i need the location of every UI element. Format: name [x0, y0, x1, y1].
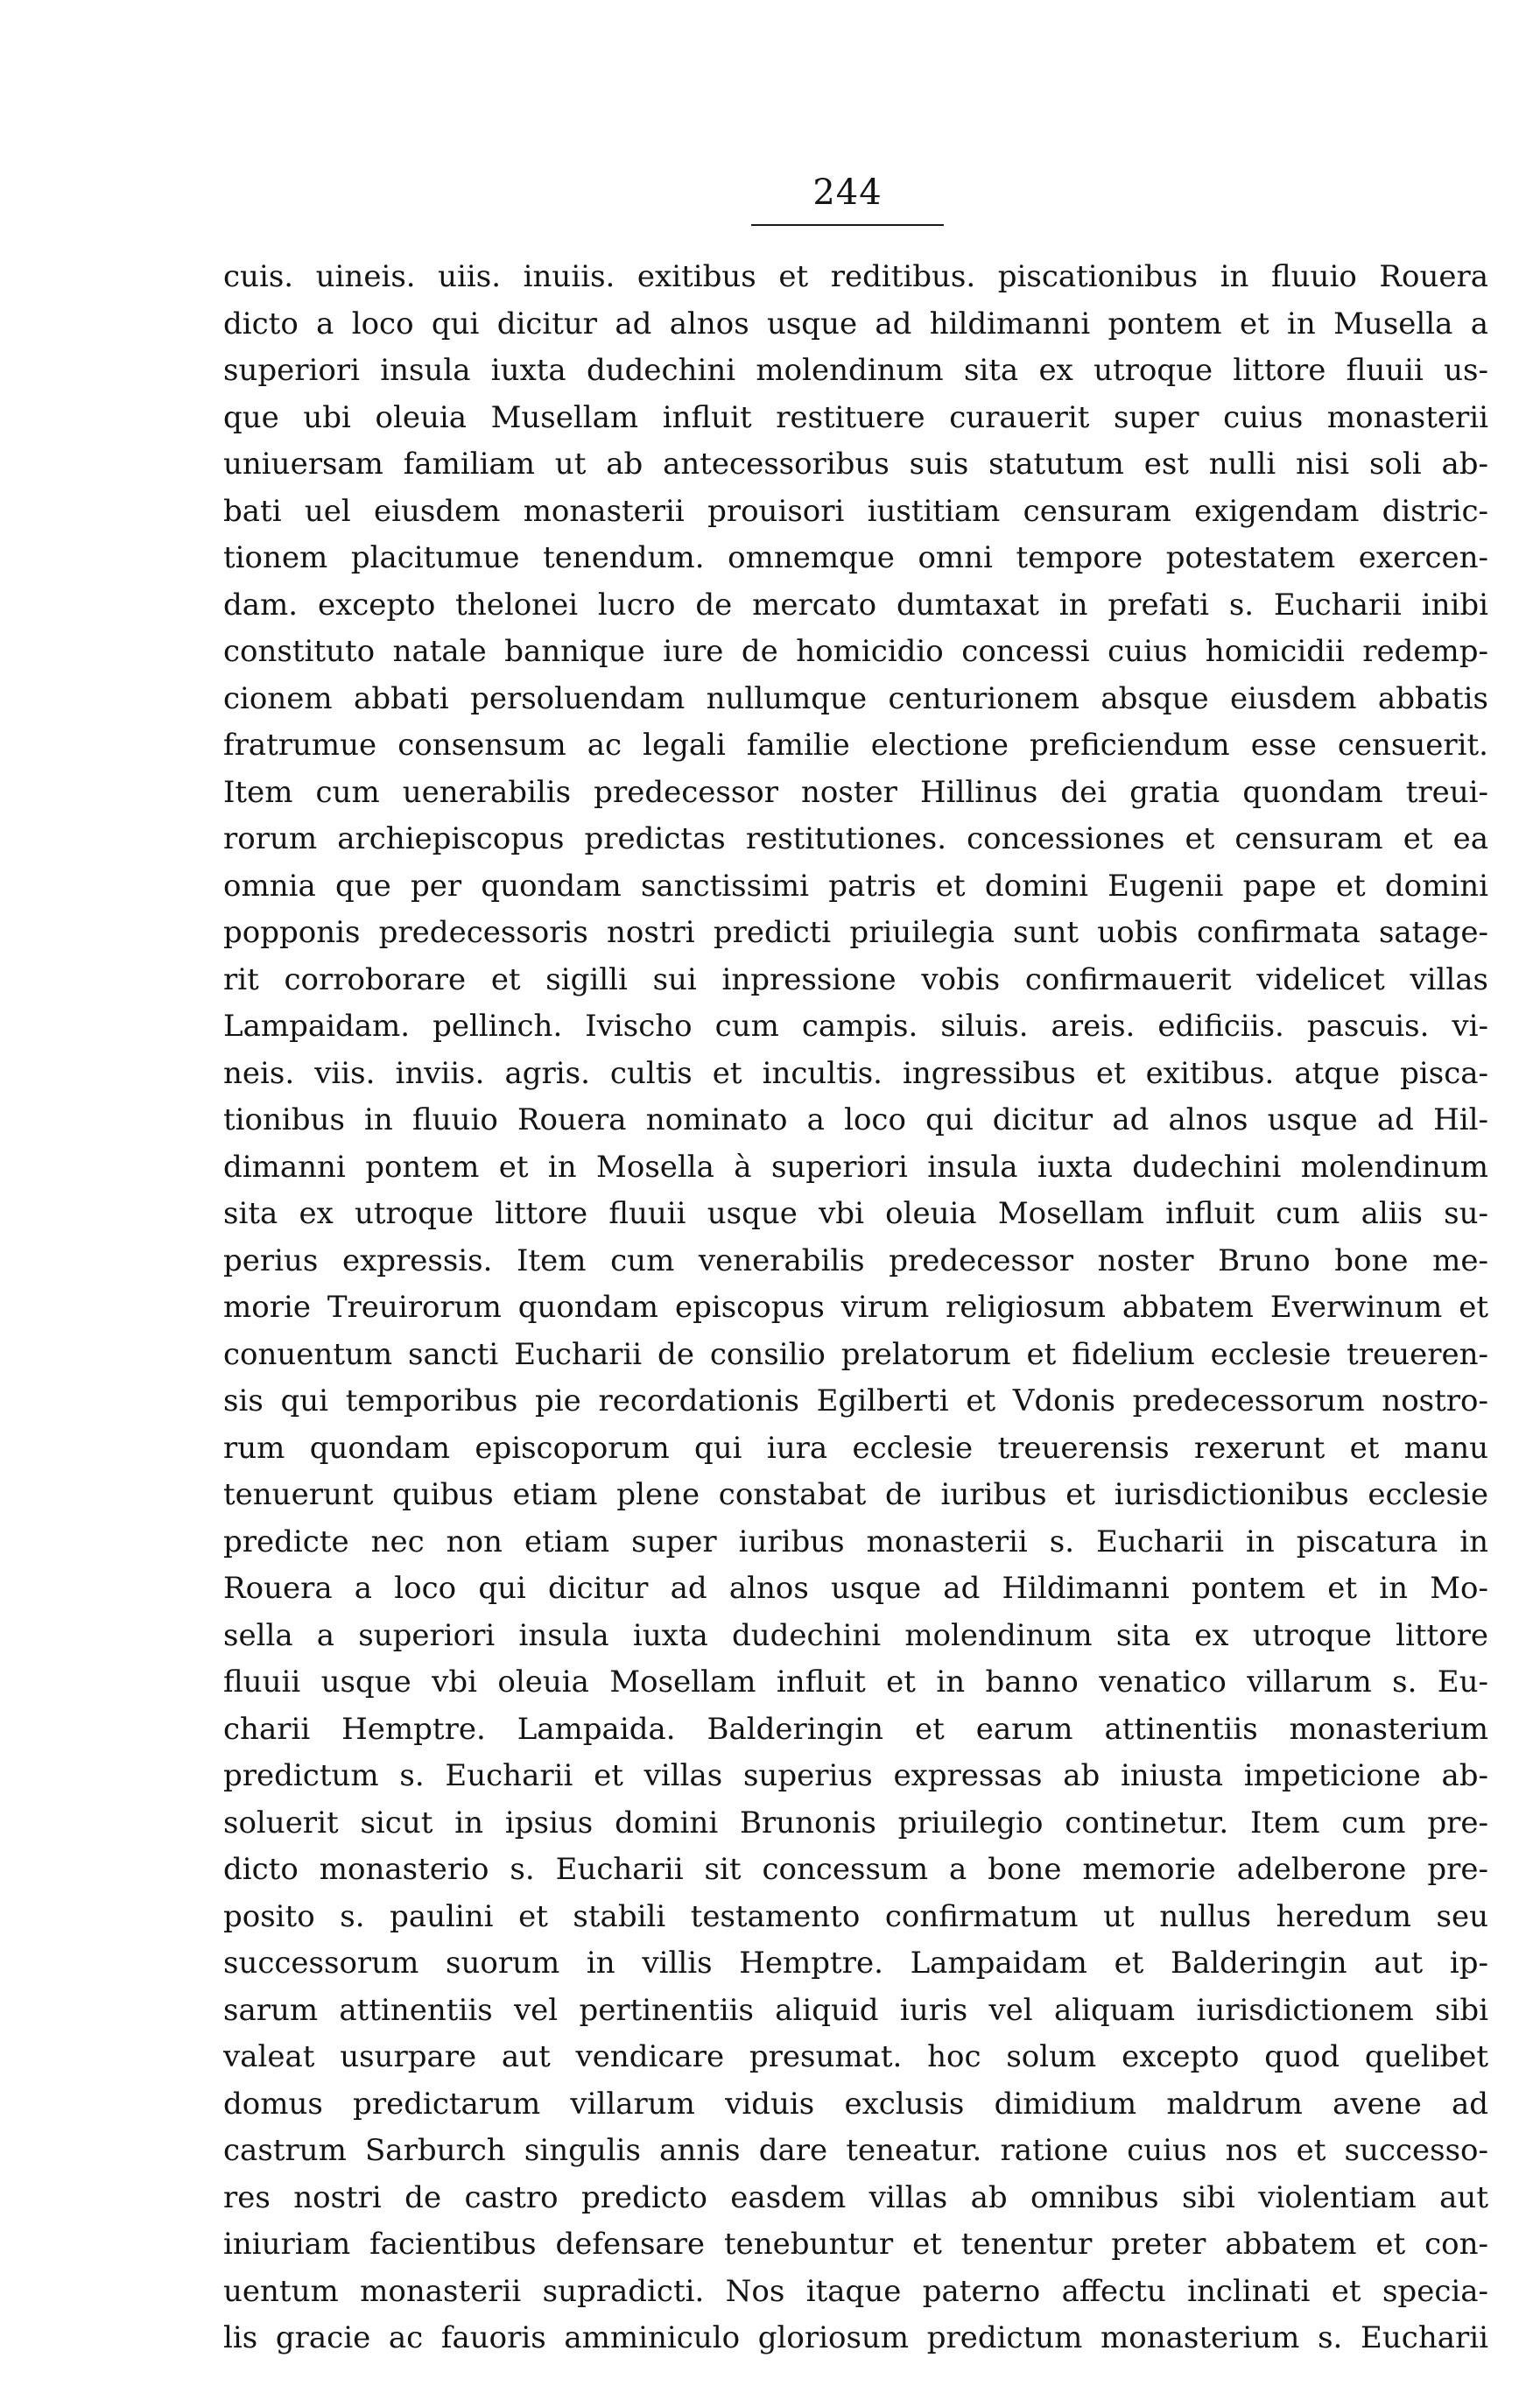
text-line: bati uel eiusdem monasterii prouisori iustitiam censuram exigendam distric-	[223, 493, 1488, 529]
text-line: posito s. paulini et stabili testamento confirmatum ut nullus heredum seu	[223, 1898, 1488, 1934]
text-line: fratrumue consensum ac legali familie electione preficiendum esse censuerit.	[223, 728, 1488, 763]
text-line: lis gracie ac fauoris amminiculo gloriosum predictum monasterium s. Eucharii	[223, 2320, 1488, 2355]
text-line: predicte nec non etiam super iuribus monasterii s. Eucharii in piscatura in	[223, 1524, 1488, 1559]
text-line: iniuriam facientibus defensare tenebuntur et tenentur preter abbatem et con-	[223, 2227, 1488, 2262]
text-line: constituto natale bannique iure de homicidio concessi cuius homicidii redemp-	[223, 634, 1488, 669]
text-line: castrum Sarburch singulis annis dare teneatur. ratione cuius nos et successo-	[223, 2133, 1488, 2168]
text-line: predictum s. Eucharii et villas superius expressas ab iniusta impeticione ab-	[223, 1758, 1488, 1793]
text-line: dimanni pontem et in Mosella à superiori insula iuxta dudechini molendinum	[223, 1149, 1488, 1185]
text-line: tionibus in fluuio Rouera nominato a loco qui dicitur ad alnos usque ad Hil-	[223, 1102, 1488, 1137]
text-line: dicto a loco qui dicitur ad alnos usque ad hildimanni pontem et in Musella a	[223, 306, 1488, 341]
text-line: valeat usurpare aut vendicare presumat. hoc solum excepto quod quelibet	[223, 2039, 1488, 2074]
text-line: sita ex utroque littore fluuii usque vbi oleuia Mosellam influit cum aliis su-	[223, 1196, 1488, 1231]
text-line: que ubi oleuia Musellam influit restituere curauerit super cuius monasterii	[223, 399, 1488, 435]
text-line: successorum suorum in villis Hemptre. Lampaidam et Balderingin aut ip-	[223, 1946, 1488, 1981]
text-line: omnia que per quondam sanctissimi patris et domini Eugenii pape et domini	[223, 868, 1488, 904]
text-line: conuentum sancti Eucharii de consilio prelatorum et fidelium ecclesie treueren-	[223, 1336, 1488, 1372]
text-line: cuis. uineis. uiis. inuiis. exitibus et reditibus. piscationibus in fluuio Rouera	[223, 259, 1488, 294]
text-line: rit corroborare et sigilli sui inpressione vobis confirmauerit videlicet villas	[223, 961, 1488, 997]
text-line: sis qui temporibus pie recordationis Egilberti et Vdonis predecessorum nostro-	[223, 1383, 1488, 1418]
text-line: popponis predecessoris nostri predicti priuilegia sunt uobis confirmata satage-	[223, 915, 1488, 950]
text-line: neis. viis. inviis. agris. cultis et incultis. ingressibus et exitibus. atque pisca-	[223, 1055, 1488, 1091]
text-line: Item cum uenerabilis predecessor noster Hillinus dei gratia quondam treui-	[223, 774, 1488, 810]
page-number-rule	[751, 224, 944, 226]
text-line: Rouera a loco qui dicitur ad alnos usque ad Hildimanni pontem et in Mo-	[223, 1571, 1488, 1606]
text-line: tenuerunt quibus etiam plene constabat de iuribus et iurisdictionibus ecclesie	[223, 1477, 1488, 1512]
text-line: rum quondam episcoporum qui iura ecclesie treuerensis rexerunt et manu	[223, 1430, 1488, 1466]
text-line: rorum archiepiscopus predictas restitutiones. concessiones et censuram et ea	[223, 821, 1488, 856]
text-line: superiori insula iuxta dudechini molendinum sita ex utroque littore fluuii us-	[223, 353, 1488, 388]
text-line: cionem abbati persoluendam nullumque centurionem absque eiusdem abbatis	[223, 680, 1488, 716]
text-line: charii Hemptre. Lampaida. Balderingin et earum attinentiis monasterium	[223, 1711, 1488, 1747]
text-line: fluuii usque vbi oleuia Mosellam influit et in banno venatico villarum s. Eu-	[223, 1665, 1488, 1700]
text-line: sarum attinentiis vel pertinentiis aliquid iuris vel aliquam iurisdictionem sibi	[223, 1992, 1488, 2028]
text-line: res nostri de castro predicto easdem villas ab omnibus sibi violentiam aut	[223, 2179, 1488, 2215]
text-line: perius expressis. Item cum venerabilis predecessor noster Bruno bone me-	[223, 1242, 1488, 1278]
text-line: dam. excepto thelonei lucro de mercato dumtaxat in prefati s. Eucharii inibi	[223, 587, 1488, 623]
text-line: Lampaidam. pellinch. Ivischo cum campis. siluis. areis. edificiis. pascuis. vi-	[223, 1009, 1488, 1044]
text-line: sella a superiori insula iuxta dudechini molendinum sita ex utroque littore	[223, 1617, 1488, 1653]
text-line: domus predictarum villarum viduis exclusis dimidium maldrum avene ad	[223, 2086, 1488, 2122]
text-line: tionem placitumue tenendum. omnemque omni tempore potestatem exercen-	[223, 540, 1488, 575]
page-number: 244	[812, 172, 883, 213]
text-line: soluerit sicut in ipsius domini Brunonis priuilegio continetur. Item cum pre-	[223, 1805, 1488, 1841]
body-text	[223, 254, 1488, 2362]
text-line: uniuersam familiam ut ab antecessoribus suis statutum est nulli nisi soli ab-	[223, 447, 1488, 482]
text-line: dicto monasterio s. Eucharii sit concessum a bone memorie adelberone pre-	[223, 1852, 1488, 1887]
text-line: morie Treuirorum quondam episcopus virum religiosum abbatem Everwinum et	[223, 1290, 1488, 1325]
text-line: uentum monasterii supradicti. Nos itaque paterno affectu inclinati et specia-	[223, 2273, 1488, 2309]
